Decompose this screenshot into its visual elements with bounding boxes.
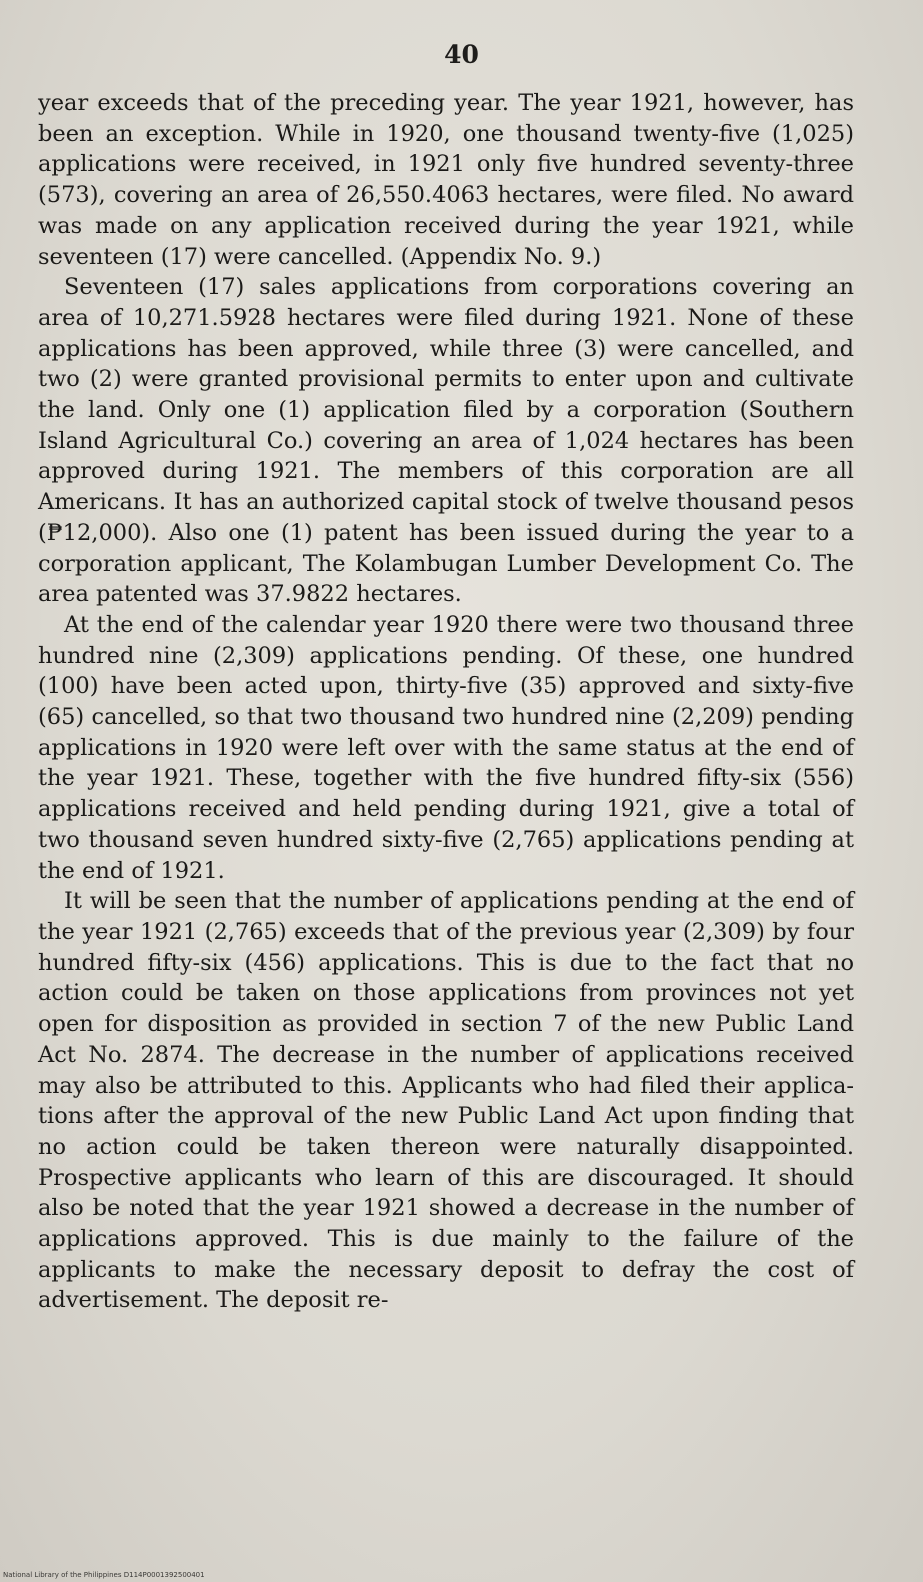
paragraph-corporations: Seventeen (17) sales applications from corporations covering an area of 10,271.5928 hectares were filed during 1921. None of these applications has been approved, while three (3) were cancelled, and two (2) were granted provisional permits to enter upon and cultivate the land. Only one (1) application filed by a corporation (Southern Island Agricultural Co.) covering an area of 1,024 hectares has been approved during 1921. The members of this corporation are all Americans. It has an authorized capital stock of twelve thousand pesos (₱12,000). Also one (1) patent has been issued during the year to a corporation applicant, The Kolambugan Lumber Development Co. The area patented was 37.9822 hectares.	[38, 274, 854, 608]
page-number: 40	[444, 40, 479, 69]
paragraph-pending-1920: At the end of the calendar year 1920 there were two thousand three hundred nine (2,309) applications pending. Of these, one hundred (100) have been acted upon, thirty-five (35) approved and sixty-five (65) cancelled, so that two thousand two hundred nine (2,209) pending applications in 1920 were left over with the same status at the end of the year 1921. These, together with the five hundred fifty-six (556) applications received and held pending during 1921, give a total of two thousand seven hundred sixty-five (2,765) applications pending at the end of 1921.	[38, 611, 854, 884]
archive-footer: National Library of the Philippines D114P0001392500401	[3, 1571, 205, 1579]
paragraph-continuation: year exceeds that of the preceding year. The year 1921, however, has been an exception. While in 1920, one thousand twenty-five (1,025) applications were received, in 1921 only five hundred seventy-three (573), covering an area of 26,550.4063 hectares, were filed. No award was made on any application received during the year 1921, while seventeen (17) were cancelled. (Appendix No. 9.)	[38, 90, 854, 270]
paragraph-pending-analysis: It will be seen that the number of applications pending at the end of the year 1921 (2,765) exceeds that of the previous year (2,309) by four hundred fifty-six (456) applications. This is due to the fact that no action could be taken on those applications from provinces not yet open for disposition as provided in section 7 of the new Public Land Act No. 2874. The decrease in the number of applications received may also be attributed to this. Applicants who had filed their applications after the approval of the new Public Land Act upon finding that no action could be taken thereon were naturally disappointed. Prospective applicants who learn of this are discouraged. It should also be noted that the year 1921 showed a decrease in the number of applications approved. This is due mainly to the failure of the applicants to make the necessary deposit to defray the cost of advertisement. The deposit re-	[38, 888, 854, 1314]
body-text	[38, 88, 854, 1316]
